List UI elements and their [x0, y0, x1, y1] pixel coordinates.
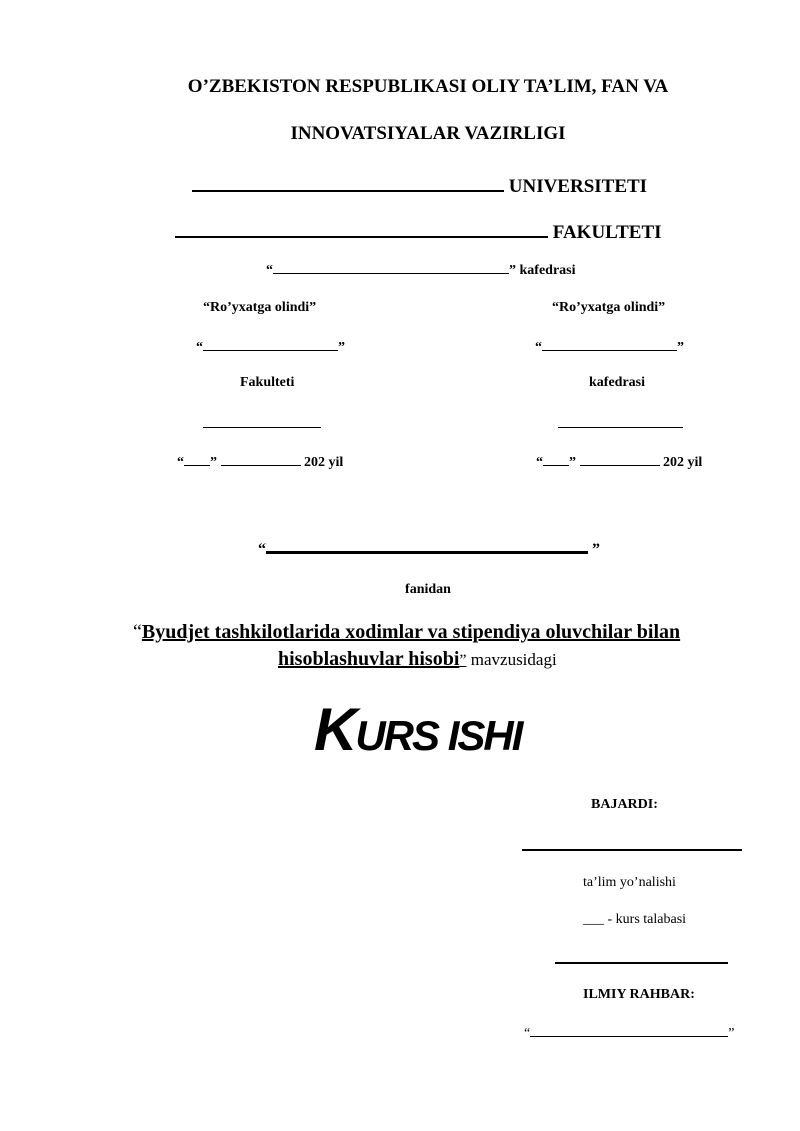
registration-right-quote — [535, 337, 684, 356]
subject-blank — [266, 533, 588, 554]
subject-quote-open: “ — [258, 541, 266, 558]
registration-right-date — [536, 452, 702, 471]
topic-quote-open: “ — [133, 621, 142, 643]
executor-extra-line — [555, 948, 728, 969]
signature-blank — [558, 413, 683, 428]
department-label: ” kafedrasi — [509, 263, 576, 278]
registration-left-blank — [203, 337, 338, 351]
supervisor-label: ILMIY RAHBAR: — [583, 987, 695, 1002]
date-quote-close: ” — [210, 455, 217, 470]
registration-left-title: “Ro’yxatga olindi” — [203, 300, 317, 315]
registration-right-blank — [542, 337, 677, 351]
date-year: 202 yil — [304, 455, 344, 470]
university-blank — [192, 170, 504, 192]
course-blank: ___ — [583, 912, 604, 927]
topic-text-line1: Byudjet tashkilotlarida xodimlar va stipendiya oluvchilar bilan — [141, 621, 681, 643]
topic-text-line2: hisoblashuvlar hisobi — [278, 648, 460, 670]
executor-course — [583, 912, 686, 928]
registration-right-signature — [558, 413, 683, 433]
faculty-blank — [175, 216, 548, 238]
supervisor-quote-close: ” — [728, 1026, 735, 1041]
subject-label: fanidan — [405, 582, 451, 597]
supervisor-quote-open: “ — [524, 1026, 531, 1041]
date-month-blank — [580, 452, 660, 466]
quote-close: ” — [338, 340, 345, 355]
quote-open: “ — [196, 340, 203, 355]
supervisor-line — [524, 1023, 734, 1042]
course-text: - kurs talabasi — [604, 912, 687, 927]
ministry-title-line1: O’ZBEKISTON RESPUBLIKASI OLIY TA’LIM, FAN VA — [187, 76, 669, 97]
subject-quote-close: ” — [592, 541, 600, 558]
topic-quote-close: ” — [459, 652, 467, 669]
work-type-title — [314, 696, 522, 763]
topic-suffix: mavzusidagi — [466, 650, 557, 669]
executor-name-line — [522, 835, 742, 856]
work-type-initial: K — [314, 696, 356, 763]
registration-left-signature — [203, 413, 321, 433]
date-year: 202 yil — [663, 455, 703, 470]
topic-line1 — [133, 621, 680, 644]
executor-name-blank — [522, 835, 742, 851]
registration-left-unit: Fakulteti — [240, 375, 295, 390]
ministry-title-line2: INNOVATSIYALAR VAZIRLIGI — [290, 123, 566, 144]
faculty-line — [175, 216, 662, 244]
subject-line — [258, 533, 600, 559]
work-type-rest: URS ISHI — [355, 712, 522, 759]
university-line — [192, 170, 647, 198]
signature-blank — [203, 413, 321, 428]
executor-direction: ta’lim yo’nalishi — [583, 875, 676, 890]
date-month-blank — [221, 452, 301, 466]
date-quote-close: ” — [569, 455, 576, 470]
registration-left-quote — [196, 337, 345, 356]
department-blank — [273, 260, 509, 274]
department-line — [266, 260, 576, 279]
faculty-label: FAKULTETI — [552, 222, 662, 243]
topic-line2 — [278, 648, 557, 671]
registration-left-date — [177, 452, 343, 471]
date-day-blank — [543, 452, 569, 466]
quote-close: ” — [677, 340, 684, 355]
date-quote-open: “ — [536, 455, 543, 470]
registration-right-title: “Ro’yxatga olindi” — [552, 300, 666, 315]
registration-right-unit: kafedrasi — [589, 375, 645, 390]
department-quote-open: “ — [266, 263, 273, 278]
supervisor-blank — [530, 1023, 728, 1037]
date-day-blank — [184, 452, 210, 466]
date-quote-open: “ — [177, 455, 184, 470]
executor-extra-blank — [555, 948, 728, 964]
university-label: UNIVERSITETI — [508, 176, 648, 197]
quote-open: “ — [535, 340, 542, 355]
executor-label: BAJARDI: — [591, 797, 658, 812]
